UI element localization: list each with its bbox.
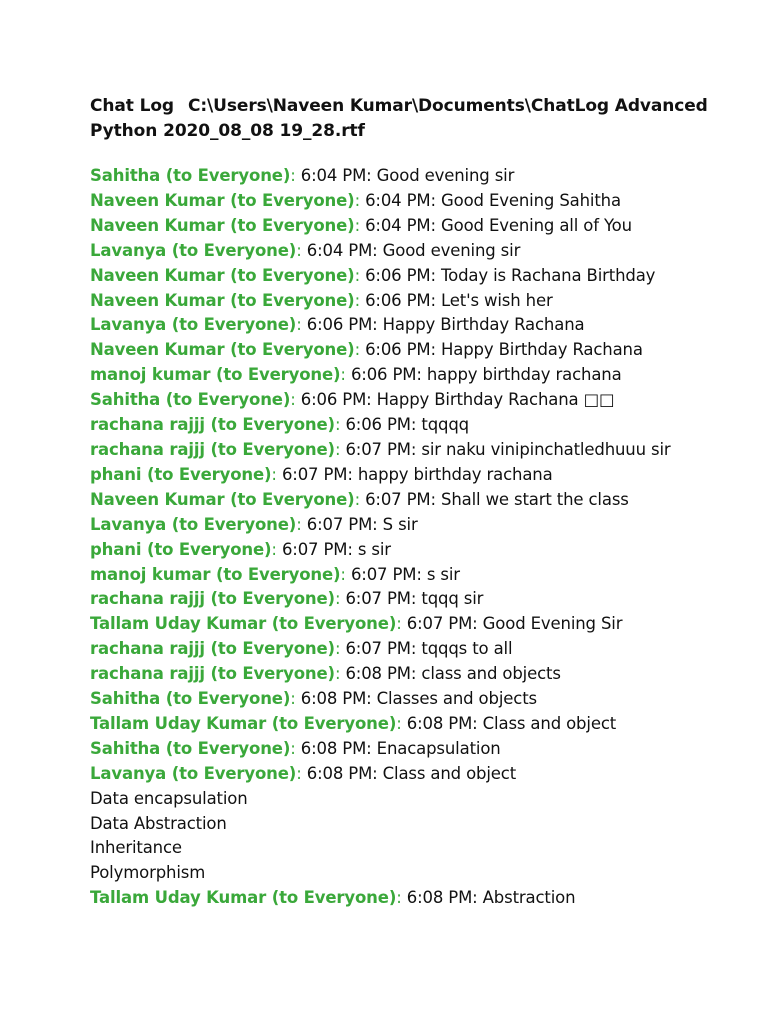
title-path-line2: Python 2020_08_08 19_28.rtf [90,121,365,141]
chat-message [90,413,730,438]
speaker-colon: : [354,340,360,360]
message-text: 6:07 PM: s sir [276,539,391,559]
message-text: 6:08 PM: Enacapsulation [295,738,501,758]
message-text: 6:07 PM: tqqq sir [340,589,484,609]
speaker-colon: : [296,315,302,335]
message-text: 6:07 PM: tqqqs to all [340,639,513,659]
message-text: 6:07 PM: happy birthday rachana [276,464,553,484]
message-speaker: manoj kumar (to Everyone) [90,564,341,584]
message-text: Data Abstraction [90,813,227,833]
chat-message [90,886,730,911]
chat-message [90,637,730,662]
chat-message [90,737,730,762]
chat-message [90,214,730,239]
message-speaker: rachana rajjj (to Everyone) [90,439,335,459]
chat-message [90,313,730,338]
message-text: 6:06 PM: Happy Birthday Rachana [301,315,585,335]
chat-message [90,164,730,189]
chat-message [90,712,730,737]
speaker-colon: : [290,738,296,758]
message-text: 6:04 PM: Good evening sir [301,240,521,260]
message-text: 6:06 PM: Let's wish her [359,290,553,310]
speaker-colon: : [290,390,296,410]
speaker-colon: : [354,290,360,310]
message-text: 6:06 PM: happy birthday rachana [345,365,622,385]
speaker-colon: : [296,514,302,534]
chat-message [90,861,730,886]
message-text: 6:07 PM: sir naku vinipinchatledhuuu sir [340,439,671,459]
message-speaker: Sahitha (to Everyone) [90,738,291,758]
chat-message [90,836,730,861]
chat-message [90,687,730,712]
title-label: Chat Log [90,96,174,116]
message-speaker: phani (to Everyone) [90,539,272,559]
chat-message [90,488,730,513]
message-speaker: Naveen Kumar (to Everyone) [90,290,355,310]
message-speaker: Naveen Kumar (to Everyone) [90,215,355,235]
message-speaker: manoj kumar (to Everyone) [90,365,341,385]
message-text: 6:06 PM: Happy Birthday Rachana [359,340,643,360]
message-text: 6:08 PM: Class and object [301,763,517,783]
speaker-colon: : [354,489,360,509]
message-text: Data encapsulation [90,788,248,808]
message-speaker: Naveen Kumar (to Everyone) [90,489,355,509]
speaker-colon: : [290,689,296,709]
message-list [90,164,730,911]
speaker-colon: : [296,240,302,260]
message-text: 6:04 PM: Good Evening Sahitha [359,190,621,210]
speaker-colon: : [334,439,341,459]
message-speaker: Naveen Kumar (to Everyone) [90,340,355,360]
message-speaker: rachana rajjj (to Everyone) [90,639,335,659]
chat-message [90,438,730,463]
title-path-line1: C:\Users\Naveen Kumar\Documents\ChatLog Advanced [187,96,708,116]
chat-message [90,812,730,837]
message-speaker: Sahitha (to Everyone) [90,390,291,410]
message-text: 6:08 PM: class and objects [340,664,561,684]
chat-message [90,338,730,363]
message-speaker: Tallam Uday Kumar (to Everyone) [90,713,397,733]
message-text: 6:07 PM: Good Evening Sir [401,614,623,634]
message-text: 6:07 PM: Shall we start the class [359,489,629,509]
message-text: 6:04 PM: Good evening sir [295,166,515,185]
message-text: 6:06 PM: tqqqq [340,415,470,435]
chat-message [90,239,730,264]
message-speaker: rachana rajjj (to Everyone) [90,415,335,435]
message-text: 6:06 PM: Today is Rachana Birthday [359,265,656,285]
speaker-colon: : [354,215,360,235]
speaker-colon: : [334,664,341,684]
speaker-colon: : [340,365,346,385]
chat-message [90,363,730,388]
chat-message [90,463,730,488]
message-speaker: Sahitha (to Everyone) [90,166,291,185]
speaker-colon: : [296,763,302,783]
speaker-colon: : [334,589,341,609]
chat-message [90,264,730,289]
message-text: 6:08 PM: Abstraction [401,888,576,908]
message-speaker: rachana rajjj (to Everyone) [90,664,335,684]
message-speaker: Sahitha (to Everyone) [90,689,291,709]
speaker-colon: : [396,713,402,733]
message-speaker: Lavanya (to Everyone) [90,514,297,534]
message-text: 6:08 PM: Class and object [401,713,617,733]
speaker-colon: : [354,265,360,285]
chat-message [90,787,730,812]
message-speaker: Lavanya (to Everyone) [90,315,297,335]
message-speaker: rachana rajjj (to Everyone) [90,589,335,609]
chat-log-document [90,94,730,911]
message-text: 6:08 PM: Classes and objects [295,689,537,709]
message-speaker: phani (to Everyone) [90,464,272,484]
message-text: 6:07 PM: S sir [301,514,418,534]
speaker-colon: : [340,564,346,584]
speaker-colon: : [334,639,341,659]
message-speaker: Lavanya (to Everyone) [90,763,297,783]
speaker-colon: : [396,888,402,908]
speaker-colon: : [271,539,277,559]
chat-message [90,563,730,588]
message-speaker: Naveen Kumar (to Everyone) [90,190,355,210]
message-text: Polymorphism [90,863,206,883]
message-text: 6:04 PM: Good Evening all of You [359,215,632,235]
speaker-colon: : [334,415,341,435]
message-text: Inheritance [90,838,182,858]
chat-message [90,587,730,612]
speaker-colon: : [271,464,277,484]
chat-message [90,189,730,214]
message-speaker: Tallam Uday Kumar (to Everyone) [90,614,397,634]
speaker-colon: : [290,166,296,185]
message-speaker: Lavanya (to Everyone) [90,240,297,260]
message-text: 6:07 PM: s sir [345,564,460,584]
chat-message [90,289,730,314]
message-text: 6:06 PM: Happy Birthday Rachana □□ [295,390,615,410]
document-title [90,94,730,144]
chat-message [90,513,730,538]
chat-message [90,388,730,413]
message-speaker: Naveen Kumar (to Everyone) [90,265,355,285]
speaker-colon: : [396,614,402,634]
chat-message [90,538,730,563]
message-speaker: Tallam Uday Kumar (to Everyone) [90,888,397,908]
speaker-colon: : [354,190,360,210]
chat-message [90,612,730,637]
chat-message [90,662,730,687]
chat-message [90,762,730,787]
